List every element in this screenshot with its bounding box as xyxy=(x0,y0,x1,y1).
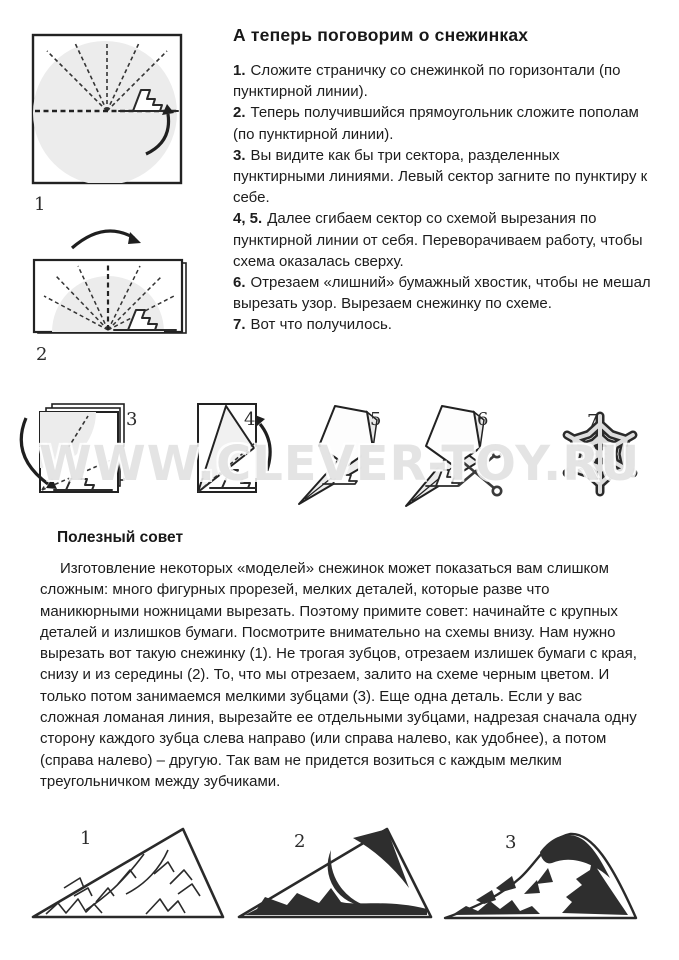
instruction-number: 4, 5. xyxy=(233,210,263,228)
instruction-number: 6. xyxy=(233,274,246,292)
instruction-text: Отрезаем «лишний» бумажный хвостик, чтобы не мешал вырезать узор. Вырезаем снежинку по схеме. xyxy=(233,274,651,313)
bottom-fig3-label: 3 xyxy=(505,832,517,853)
instruction-number: 2. xyxy=(233,104,246,122)
instruction-text: Вы видите как бы три сектора, разделенных пунктирными линиями. Левый сектор загните по пунктиру к себе. xyxy=(233,146,648,207)
bottom-fig1-diagram xyxy=(28,822,228,922)
step5-label: 5 xyxy=(370,409,382,430)
instruction-item xyxy=(233,208,653,272)
curved-arrow-icon xyxy=(255,415,270,478)
fig2-label: 2 xyxy=(36,344,48,365)
bottom-fig2-diagram xyxy=(235,822,435,922)
step3-label: 3 xyxy=(126,409,138,430)
instruction-item xyxy=(233,60,653,102)
step7-label: 7 xyxy=(587,411,599,432)
page-title: А теперь поговорим о снежинках xyxy=(233,25,529,45)
step6-label: 6 xyxy=(477,409,489,430)
instruction-item xyxy=(233,272,653,314)
tip-paragraph: Изготовление некоторых «моделей» снежинок может показаться вам слишком сложным: много фигурных прорезей, мелких деталей, которые разве что маникюрными ножницами вырезать. Поэтому примите совет: начинайте с крупных деталей и излишков бумаги. Посмотрите внимательно на схемы внизу. Нам нужно вырезать вот такую снежинку (1). Не трогая зубцов, отрезаем излишек бумаги с края, снизу и из середины (2). То, что мы отрезаем, залито на схеме черным цветом. И только потом занимаемся мелкими зубцами (3). Еще одна деталь. Если у вас сложная ломаная линия, вырезайте ее отдельными зубцами, надрезая сначала одну сторону каждого зубца слева направо (или справа налево, как удобнее), а потом (справа налево) – другую. Так вам не придется возиться с каждым мелким треугольничком между зубчиками. xyxy=(40,560,637,790)
instruction-list xyxy=(233,60,653,336)
instruction-number: 1. xyxy=(233,62,246,79)
bottom-fig1-label: 1 xyxy=(80,828,92,849)
fig1-label: 1 xyxy=(34,194,46,215)
instruction-text: Сложите страничку со снежинкой по горизонтали (по пунктирной линии). xyxy=(233,62,621,101)
bottom-fig2-label: 2 xyxy=(294,831,306,852)
step4-label: 4 xyxy=(244,409,256,430)
fig2-fold-diagram xyxy=(30,218,190,342)
instruction-number: 7. xyxy=(233,316,246,334)
flip-arrow-icon xyxy=(72,231,141,248)
step7-snowflake-diagram xyxy=(553,408,647,500)
instruction-item xyxy=(233,314,653,335)
paper-circle xyxy=(33,41,177,185)
bottom-fig3-diagram xyxy=(440,822,645,922)
watermark: WWW.CLEVER-TOY.RU xyxy=(38,436,641,492)
instruction-number: 3. xyxy=(233,146,246,164)
fig1-fold-diagram xyxy=(30,32,184,186)
instruction-text: Вот что получилось. xyxy=(250,316,392,334)
tip-heading: Полезный совет xyxy=(57,529,184,546)
step6-diagram xyxy=(400,398,506,512)
instruction-text: Теперь получившийся прямоугольник сложите пополам (по пунктирной линии). xyxy=(233,104,639,143)
instruction-item xyxy=(233,102,653,144)
snowflake-icon xyxy=(562,416,639,492)
step4-diagram xyxy=(176,398,280,500)
instruction-item xyxy=(233,145,653,209)
instruction-text: Далее сгибаем сектор со схемой вырезания по пунктирной линии от себя. Переворачиваем работу, чтобы схема оказалась сверху. xyxy=(233,210,643,270)
step3-diagram xyxy=(16,400,132,502)
